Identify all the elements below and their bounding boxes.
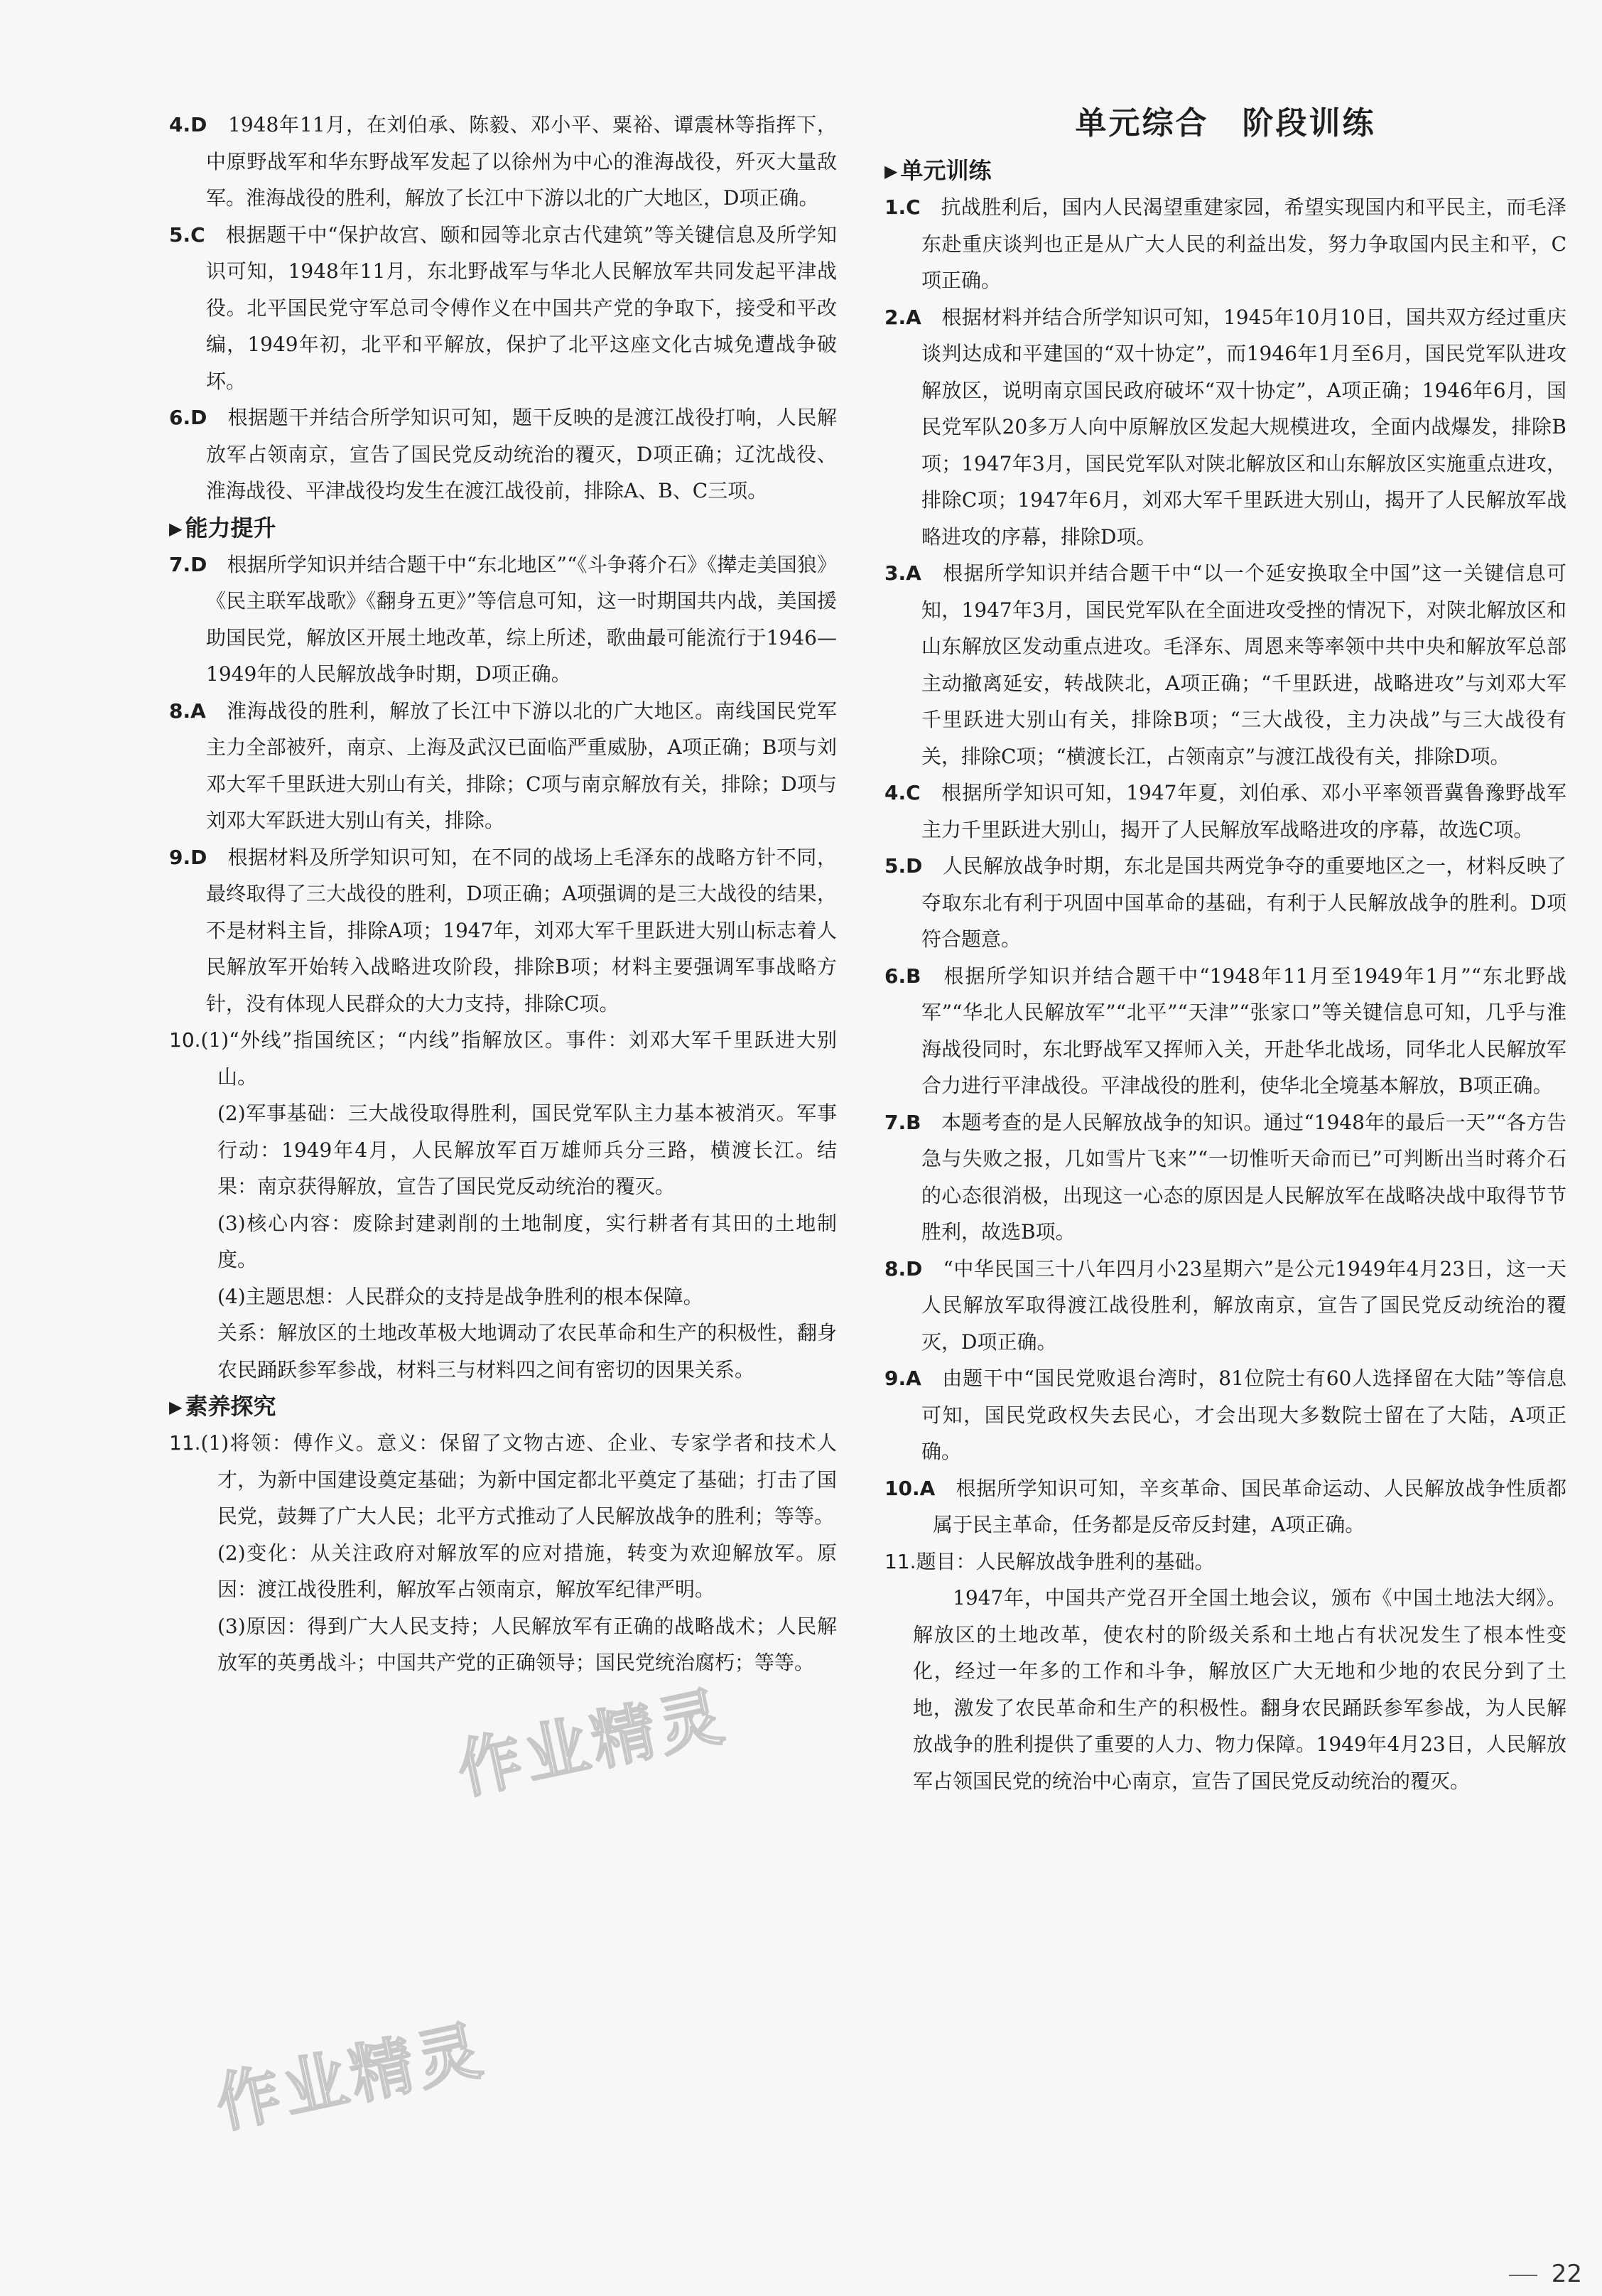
answer-number: 8.A — [169, 699, 206, 723]
answer-number: 11. — [884, 1549, 916, 1573]
answer-item-7 — [169, 546, 837, 693]
answer-number: 6.D — [169, 406, 207, 429]
answer-number: 6.B — [884, 964, 921, 988]
page-number-value: 22 — [1551, 2260, 1582, 2288]
answer-subitem: (3)核心内容：废除封建剥削的土地制度，实行耕者有其田的土地制度。 — [217, 1211, 837, 1271]
answer-item-9 — [169, 839, 837, 1023]
section-title-ability — [169, 510, 837, 546]
section-title-text: 单元训练 — [900, 157, 992, 184]
answer-number: 2.A — [884, 305, 921, 329]
answer-number: 7.D — [169, 552, 207, 576]
page-number-dash — [1509, 2275, 1537, 2276]
answer-text: 人民解放战争时期，东北是国共两党争夺的重要地区之一，材料反映了夺取东北有利于巩固中国革命的基础，有利于人民解放战争的胜利。D项符合题意。 — [921, 854, 1566, 951]
answer-item-8 — [884, 1251, 1566, 1361]
answer-number: 1.C — [884, 195, 921, 219]
answer-item-10 — [884, 1470, 1566, 1543]
right-column — [884, 107, 1566, 1799]
answer-subitem: (2)军事基础：三大战役取得胜利，国民党军队主力基本被消灭。军事行动：1949年4月，人民解放军百万雄师兵分三路，横渡长江。结果：南京获得解放，宣告了国民党反动统治的覆灭。 — [217, 1101, 837, 1198]
answer-item-2 — [884, 299, 1566, 556]
answer-text: 本题考查的是人民解放战争的知识。通过“1948年的最后一天”“各方告急与失败之报，几如雪片飞来”“一切惟听天命而已”可判断出当时蒋介石的心态很消极，出现这一心态的原因是人民解放军在战略决战中取得节节胜利，故选B项。 — [921, 1110, 1566, 1244]
answer-text: 由题干中“国民党败退台湾时，81位院士有60人选择留在大陆”等信息可知，国民党政权失去民心，才会出现大多数院士留在了大陆，A项正确。 — [921, 1367, 1566, 1463]
answer-text: 根据所学知识可知，1947年夏，刘伯承、邓小平率领晋冀鲁豫野战军主力千里跃进大别山，揭开了人民解放军战略进攻的序幕，故选C项。 — [920, 781, 1566, 841]
play-marker-icon: ▶ — [169, 518, 183, 539]
answer-text: 根据题干并结合所学知识可知，题干反映的是渡江战役打响，人民解放军占领南京，宣告了国民党反动统治的覆灭，D项正确；辽沈战役、淮海战役、平津战役均发生在渡江战役前，排除A、B、C三项。 — [206, 406, 837, 502]
answer-text: “中华民国三十八年四月小23星期六”是公元1949年4月23日，这一天人民解放军取得渡江战役胜利，解放南京，宣告了国民党反动统治的覆灭，D项正确。 — [921, 1256, 1566, 1354]
answer-item-6 — [169, 399, 837, 510]
answer-text: (1)将领：傅作义。意义：保留了文物古迹、企业、专家学者和技术人才，为新中国建设奠定基础；为新中国定都北平奠定了基础；打击了国民党，鼓舞了广大人民；北平方式推动了人民解放战争的胜利；等等。 — [200, 1431, 837, 1528]
answer-text: 抗战胜利后，国内人民渴望重建家园，希望实现国内和平民主，而毛泽东赴重庆谈判也正是从广大人民的利益出发，努力争取国内民主和平，C项正确。 — [920, 195, 1566, 292]
answer-number: 9.D — [169, 845, 207, 869]
page-number — [1509, 2260, 1582, 2288]
answer-text: 根据材料并结合所学知识可知，1945年10月10日，国共双方经过重庆谈判达成和平建国的“双十协定”，而1946年1月至6月，国民党军队进攻解放区，说明南京国民政府破坏“双十协定”，A项正确；1946年6月，国民党军队20多万人向中原解放区发起大规模进攻，全面内战爆发，排除B项；1947年3月，国民党军队对陕北解放区和山东解放区实施重点进攻，排除C项；1947年6月，刘邓大军千里跃进大别山，揭开了人民解放军战略进攻的序幕，排除D项。 — [921, 305, 1566, 549]
answer-item-5 — [884, 848, 1566, 958]
answer-subitem: (4)主题思想：人民群众的支持是战争胜利的根本保障。 — [217, 1284, 703, 1308]
answer-item-10 — [169, 1022, 837, 1095]
answer-text: 根据所学知识并结合题干中“东北地区”“《斗争蒋介石》《撵走美国狼》《民主联军战歌》《翻身五更》”等信息可知，这一时期国共内战，美国援助国民党，解放区开展土地改革，综上所述，歌曲最可能流行于1946—1949年的人民解放战争时期，D项正确。 — [206, 552, 837, 686]
answer-item-8 — [169, 693, 837, 839]
answer-subitem: 关系：解放区的土地改革极大地调动了农民革命和生产的积极性，翻身农民踊跃参军参战，材料三与材料四之间有密切的因果关系。 — [217, 1321, 837, 1381]
section-title-literacy — [169, 1388, 837, 1425]
left-column — [169, 107, 837, 1681]
answer-subitem: (3)原因：得到广大人民支持；人民解放军有正确的战略战术；人民解放军的英勇战斗；中国共产党的正确领导；国民党统治腐朽；等等。 — [217, 1614, 837, 1674]
section-title-unit-training — [884, 152, 1566, 189]
answer-item-4 — [884, 775, 1566, 848]
answer-item-6 — [884, 958, 1566, 1104]
answer-text: 淮海战役的胜利，解放了长江中下游以北的广大地区。南线国民党军主力全部被歼，南京、上海及武汉已面临严重威胁，A项正确；B项与刘邓大军千里跃进大别山有关，排除；C项与南京解放有关，排除；D项与刘邓大军跃进大别山有关，排除。 — [205, 699, 837, 832]
answer-number: 5.D — [884, 854, 923, 878]
answer-item-9 — [884, 1360, 1566, 1470]
answer-number: 8.D — [884, 1256, 923, 1281]
answer-item-4 — [169, 107, 837, 217]
answer-item-1 — [884, 189, 1566, 299]
answer-text: (1)“外线”指国统区；“内线”指解放区。事件：刘邓大军千里跃进大别山。 — [200, 1028, 837, 1089]
answer-number: 4.C — [884, 781, 921, 804]
answer-number: 3.A — [884, 561, 921, 585]
answer-text: 根据所学知识并结合题干中“1948年11月至1949年1月”“东北野战军”“华北人民解放军”“北平”“天津”“张家口”等关键信息可知，几乎与淮海战役同时，东北野战军又挥师入关，开赴华北战场，同华北人民解放军合力进行平津战役。平津战役的胜利，使华北全境基本解放，B项正确。 — [921, 964, 1566, 1097]
watermark-logo: 作业精灵 — [210, 2012, 492, 2143]
answer-text: 根据所学知识并结合题干中“以一个延安换取全中国”这一关键信息可知，1947年3月，国民党军队在全面进攻受挫的情况下，对陕北解放区和山东解放区发动重点进攻。毛泽东、周恩来等率领中共中央和解放军总部主动撤离延安，转战陕北，A项正确；“千里跃进，战略进攻”与刘邓大军千里跃进大别山有关，排除B项；“三大战役，主力决战”与三大战役有关，排除C项；“横渡长江，占领南京”与渡江战役有关，排除D项。 — [921, 561, 1566, 768]
section-title-text: 素养探究 — [185, 1393, 276, 1420]
answer-number: 4.D — [169, 113, 207, 136]
answer-item-3 — [884, 555, 1566, 775]
answer-text: 根据所学知识可知，辛亥革命、国民革命运动、人民解放战争性质都属于民主革命，任务都是反帝反封建，A项正确。 — [933, 1476, 1566, 1536]
answer-number: 11. — [169, 1431, 201, 1455]
watermark-logo: 作业精灵 — [451, 1678, 734, 1809]
answer-text: 1948年11月，在刘伯承、陈毅、邓小平、粟裕、谭震林等指挥下，中原野战军和华东野战军发起了以徐州为中心的淮海战役，歼灭大量敌军。淮海战役的胜利，解放了长江中下游以北的广大地区，D项正确。 — [206, 113, 837, 210]
play-marker-icon: ▶ — [169, 1397, 183, 1417]
answer-text: 题目：人民解放战争胜利的基础。 — [916, 1549, 1215, 1573]
answer-text: 根据题干中“保护故宫、颐和园等北京古代建筑”等关键信息及所学知识可知，1948年11月，东北野战军与华北人民解放军共同发起平津战役。北平国民党守军总司令傅作义在中国共产党的争取下，接受和平改编，1949年初，北平和平解放，保护了北平这座文化古城免遭战争破坏。 — [205, 222, 837, 393]
play-marker-icon: ▶ — [884, 161, 898, 181]
answer-number: 10. — [169, 1028, 201, 1052]
unit-title: 单元综合 阶段训练 — [1075, 105, 1376, 141]
answer-item-11 — [169, 1425, 837, 1535]
answer-item-7 — [884, 1104, 1566, 1251]
answer-number: 9.A — [884, 1367, 921, 1390]
answer-item-11 — [884, 1543, 1566, 1580]
answer-number: 10.A — [884, 1476, 936, 1500]
answer-number: 5.C — [169, 222, 205, 247]
answer-text: 根据材料及所学知识可知，在不同的战场上毛泽东的战略方针不同，最终取得了三大战役的胜利，D项正确；A项强调的是三大战役的结果，不是材料主旨，排除A项；1947年，刘邓大军千里跃进大别山标志着人民解放军开始转入战略进攻阶段，排除B项；材料主要强调军事战略方针，没有体现人民群众的大力支持，排除C项。 — [206, 845, 837, 1015]
answer-item-5 — [169, 217, 837, 400]
answer-paragraph: 1947年，中国共产党召开全国土地会议，颁布《中国土地法大纲》。解放区的土地改革，使农村的阶级关系和土地占有状况发生了根本性变化，经过一年多的工作和斗争，解放区广大无地和少地的农民分到了土地，激发了农民革命和生产的积极性。翻身农民踊跃参军参战，为人民解放战争的胜利提供了重要的人力、物力保障。1949年4月23日，人民解放军占领国民党的统治中心南京，宣告了国民党反动统治的覆灭。 — [913, 1586, 1566, 1793]
answer-subitem: (2)变化：从关注政府对解放军的应对措施，转变为欢迎解放军。原因：渡江战役胜利，解放军占领南京，解放军纪律严明。 — [217, 1541, 837, 1601]
section-title-text: 能力提升 — [185, 514, 276, 541]
answer-number: 7.B — [884, 1110, 921, 1134]
